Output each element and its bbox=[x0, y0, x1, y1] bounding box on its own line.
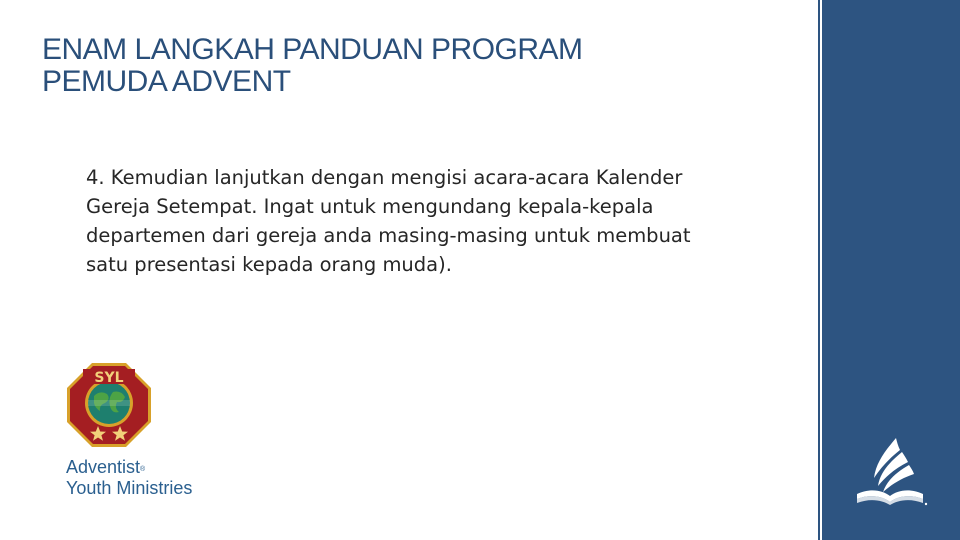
body-paragraph: 4. Kemudian lanjutkan dengan mengisi acara-acara Kalender Gereja Setempat. Ingat untuk mengundang kepala-kepala departemen dari gereja anda masing-masing untuk membuat satu presentasi kepada orang muda). bbox=[86, 166, 691, 276]
ministry-line-1: Adventist® bbox=[66, 457, 146, 477]
slide-title bbox=[42, 34, 742, 98]
title-line-1: ENAM LANGKAH PANDUAN PROGRAM bbox=[42, 33, 583, 66]
emblem-text: SYL bbox=[94, 370, 124, 386]
syl-emblem-icon bbox=[66, 362, 152, 448]
sda-flame-book-icon bbox=[852, 436, 930, 510]
ministry-name bbox=[66, 457, 192, 499]
ministry-line-2: Youth Ministries bbox=[66, 478, 193, 498]
sidebar-divider bbox=[818, 0, 820, 540]
title-line-2: PEMUDA ADVENT bbox=[42, 65, 291, 98]
